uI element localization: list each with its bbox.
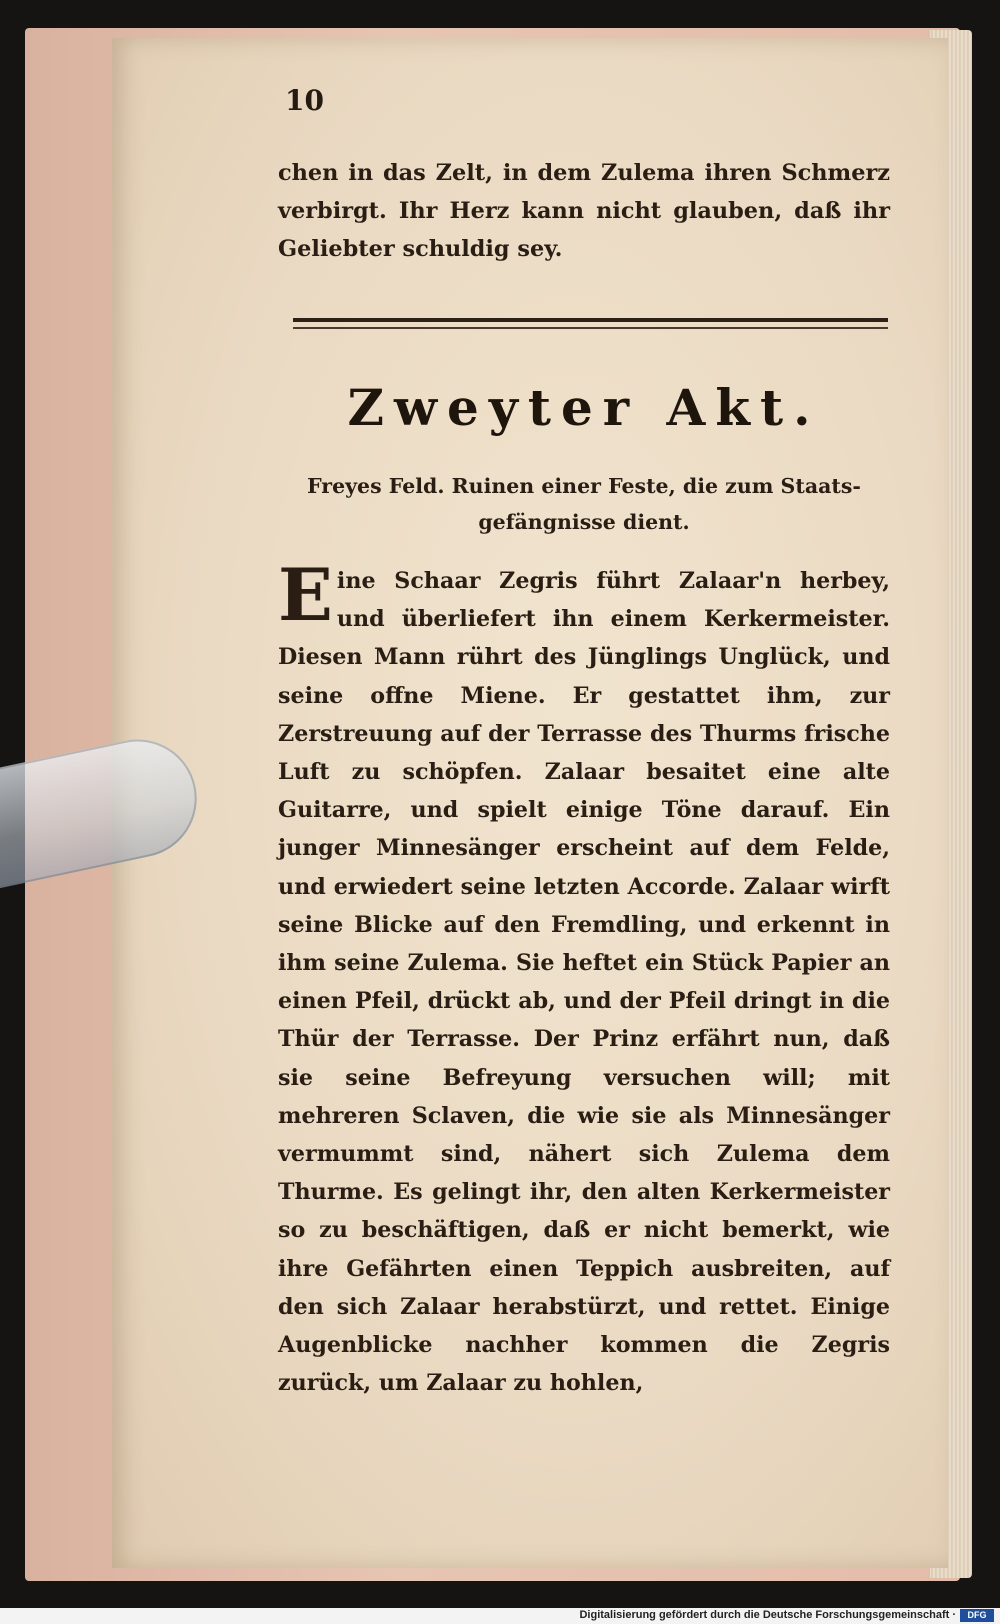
scene-line-2: gefängnisse dient.: [478, 510, 690, 534]
scene-description: [278, 468, 890, 540]
section-divider: [293, 318, 888, 322]
top-paragraph: chen in das Zelt, in dem Zulema ihren Schmerz verbirgt. Ihr Herz kann nicht glauben, daß ihr Geliebter schuldig sey.: [278, 160, 890, 262]
dfg-logo-icon: DFG: [960, 1609, 994, 1622]
page-number: 10: [285, 84, 324, 117]
main-paragraph: [278, 552, 890, 1402]
section-divider-thin: [293, 327, 888, 329]
footer-credit: Digitalisierung gefördert durch die Deutsche Forschungsgemeinschaft ·: [579, 1609, 956, 1621]
main-paragraph-text: ine Schaar Zegris führt Zalaar'n herbey, und überliefert ihn einem Kerkermeister. Diesen Mann rührt des Jünglings Unglück, und seine offne Miene. Er gestattet ihm, zur Zerstreuung auf der Terrasse des Thurms frische Luft zu schöpfen. Zalaar besaitet eine alte Guitarre, und spielt einige Töne darauf. Ein junger Minnesänger erscheint auf dem Felde, und erwiedert seine letzten Accorde. Zalaar wirft seine Blicke auf den Fremdling, und erkennt in ihm seine Zulema. Sie heftet ein Stück Papier an einen Pfeil, drückt ab, und der Pfeil dringt in die Thür der Terrasse. Der Prinz erfährt nun, daß sie seine Befreyung versuchen will; mit mehreren Sclaven, die wie sie als Minnesänger vermummt sind, nähert sich Zulema dem Thurme. Es gelingt ihr, den alten Kerkermeister so zu beschäftigen, daß er nicht bemerkt, wie ihre Gefährten einen Teppich ausbreiten, auf den sich Zalaar herabstürzt, und rettet. Einige Augenblicke nachher kommen die Zegris zurück, um Zalaar zu hohlen,: [278, 568, 890, 1397]
drop-cap: E: [278, 552, 333, 637]
act-heading: Zweyter Akt.: [347, 378, 821, 437]
scene-line-1: Freyes Feld. Ruinen einer Feste, die zum Staats-: [307, 474, 861, 498]
